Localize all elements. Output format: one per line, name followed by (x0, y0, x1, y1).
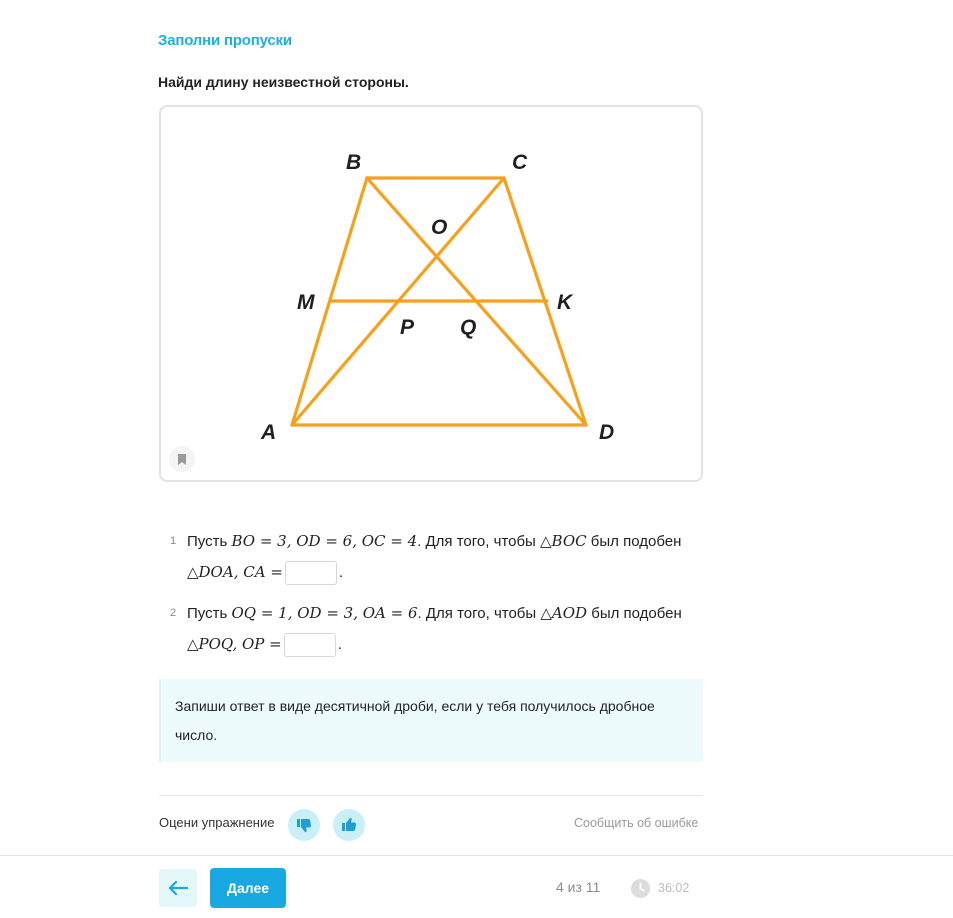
question-item: 1 Пусть BO = 3, OD = 6, OC = 4. Для того, чтобы △BOC был подобен △DOA, CA = . (170, 526, 710, 588)
footer-divider (0, 855, 953, 856)
arrow-left-icon (168, 881, 188, 895)
back-button[interactable] (159, 869, 197, 907)
progress-counter: 4 из 11 (556, 879, 601, 895)
math-given: OQ = 1, OD = 3, OA = 6 (231, 604, 418, 622)
math-given: BO = 3, OD = 6, OC = 4 (231, 532, 418, 550)
question-number: 1 (170, 535, 177, 547)
questions-list (170, 526, 710, 660)
like-button[interactable] (333, 809, 365, 841)
point-label-m: M (297, 291, 315, 314)
next-button[interactable]: Далее (210, 868, 286, 908)
task-type-title: Заполни пропуски (158, 32, 292, 49)
point-label-a: A (261, 421, 277, 444)
point-label-p: P (400, 316, 415, 339)
report-error-link[interactable]: Сообщить об ошибке (574, 816, 699, 830)
math-triangle: △DOA, CA = (187, 563, 283, 581)
clock-icon (631, 879, 650, 898)
bookmark-icon (177, 454, 187, 465)
point-label-o: O (431, 216, 448, 239)
hint-box: Запиши ответ в виде десятичной дроби, если у тебя получилось дробное число. (159, 679, 703, 762)
answer-input-2[interactable] (284, 633, 336, 657)
timer-value: 36:02 (658, 881, 690, 895)
dislike-button[interactable] (288, 809, 320, 841)
question-number: 2 (170, 607, 177, 619)
point-label-c: C (512, 151, 528, 174)
figure-card (159, 105, 703, 482)
trapezoid-figure (161, 107, 701, 480)
point-label-d: D (599, 421, 615, 444)
question-item: 2 Пусть OQ = 1, OD = 3, OA = 6. Для того, чтобы △AOD был подобен △POQ, OP = . (170, 598, 710, 660)
math-triangle: △BOC (540, 532, 587, 550)
rating-label: Оцени упражнение (159, 815, 275, 830)
answer-input-1[interactable] (285, 561, 337, 585)
point-label-b: B (346, 151, 362, 174)
task-instruction: Найди длину неизвестной стороны. (158, 74, 409, 90)
point-label-q: Q (460, 316, 477, 339)
thumbs-down-icon (296, 817, 312, 833)
point-label-k: K (557, 291, 573, 314)
thumbs-up-icon (341, 817, 357, 833)
bookmark-button[interactable] (169, 446, 195, 472)
math-triangle: △POQ, OP = (187, 635, 282, 653)
divider (159, 795, 703, 796)
math-triangle: △AOD (540, 604, 588, 622)
